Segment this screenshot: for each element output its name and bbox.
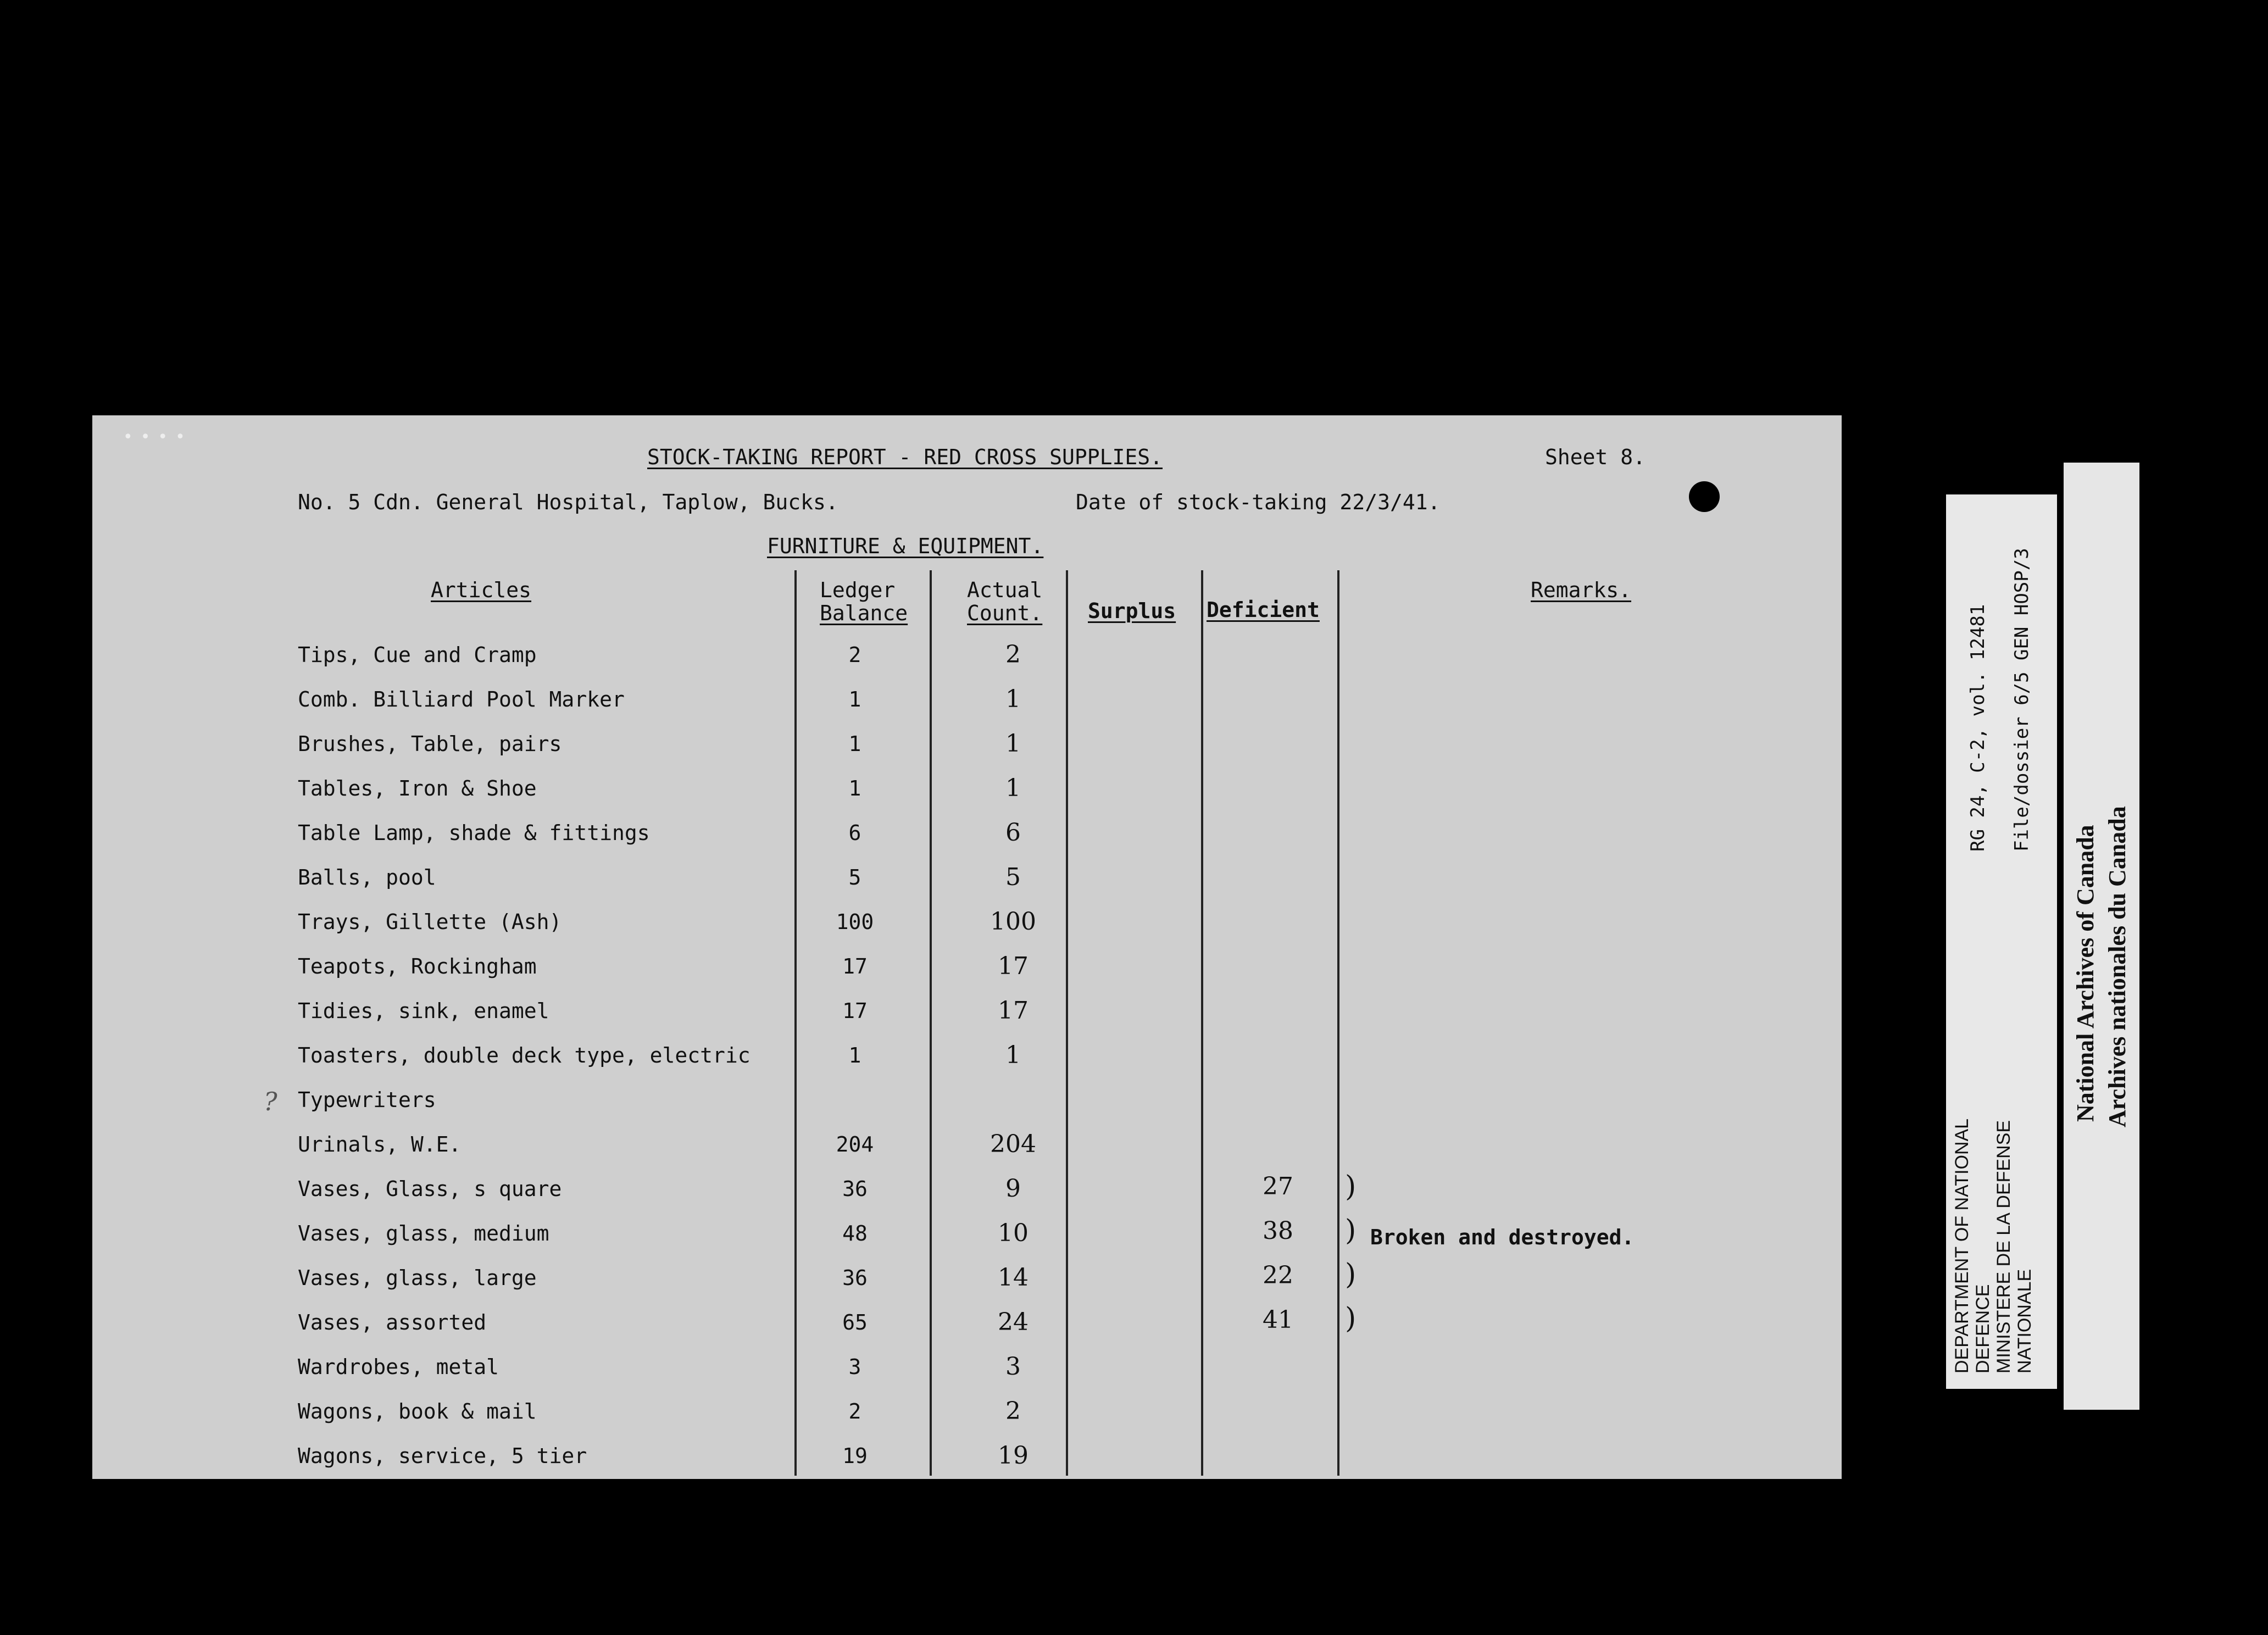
row-ledger-balance: 2 (848, 1399, 861, 1423)
bracket-mark: ) (1345, 1170, 1357, 1203)
row-ledger-balance: 6 (848, 821, 861, 845)
column-divider (1066, 570, 1068, 1476)
column-divider (794, 570, 797, 1476)
bracket-mark: ) (1345, 1302, 1357, 1335)
report-title: STOCK-TAKING REPORT - RED CROSS SUPPLIES. (647, 445, 1163, 469)
row-ledger-balance: 5 (848, 865, 861, 889)
row-actual-count: 6 (1005, 819, 1021, 847)
row-actual-count: 1 (1005, 1041, 1021, 1069)
row-ledger-balance: 1 (848, 687, 861, 711)
archives-name-fr: Archives nationales du Canada (2104, 806, 2131, 1127)
column-ledger-2: Balance (820, 601, 908, 625)
archives-name-en: National Archives of Canada (2072, 825, 2099, 1122)
archives-stamp-label (2064, 463, 2139, 1410)
row-actual-count: 9 (1005, 1175, 1021, 1203)
row-actual-count: 100 (990, 908, 1036, 936)
column-divider (1201, 570, 1203, 1476)
row-article: Brushes, Table, pairs (298, 732, 562, 756)
remark-broken: Broken and destroyed. (1370, 1225, 1635, 1249)
row-article: Wardrobes, metal (298, 1355, 499, 1379)
row-article: Tidies, sink, enamel (298, 999, 549, 1023)
row-ledger-balance: 36 (842, 1177, 868, 1201)
stock-taking-date: Date of stock-taking 22/3/41. (1076, 490, 1441, 514)
department-line4: NATIONALE (2014, 1269, 2035, 1373)
department-line1: DEPARTMENT OF NATIONAL (1952, 1118, 1972, 1373)
row-article: Wagons, book & mail (298, 1399, 537, 1423)
row-article: Vases, Glass, s quare (298, 1177, 562, 1201)
row-ledger-balance: 19 (842, 1444, 868, 1468)
row-actual-count: 204 (990, 1130, 1036, 1158)
file-reference-label (1946, 494, 2057, 1389)
punch-dots: •••• (123, 427, 193, 447)
column-actual-1: Actual (967, 578, 1043, 602)
row-article: Tips, Cue and Cramp (298, 643, 537, 667)
row-actual-count: 2 (1005, 641, 1021, 669)
column-surplus: Surplus (1088, 599, 1176, 623)
row-article: Wagons, service, 5 tier (298, 1444, 587, 1468)
row-article: Typewriters (298, 1088, 436, 1112)
row-ledger-balance: 100 (836, 910, 874, 934)
department-line2: DEFENCE (1972, 1284, 1993, 1373)
row-ledger-balance: 1 (848, 1043, 861, 1067)
row-article: Balls, pool (298, 865, 436, 889)
column-actual-2: Count. (967, 601, 1043, 625)
row-actual-count: 17 (998, 997, 1029, 1025)
column-ledger-1: Ledger (820, 578, 896, 602)
row-article: Vases, glass, large (298, 1266, 537, 1290)
row-ledger-balance: 3 (848, 1355, 861, 1379)
row-article: Comb. Billiard Pool Marker (298, 687, 625, 711)
row-actual-count: 2 (1005, 1397, 1021, 1425)
row-actual-count: 24 (998, 1308, 1029, 1336)
punch-hole (1689, 481, 1720, 512)
row-ledger-balance: 1 (848, 776, 861, 800)
sheet-number: Sheet 8. (1545, 445, 1646, 469)
row-ledger-balance: 17 (842, 999, 868, 1023)
column-articles: Articles (431, 578, 532, 602)
row-article: Teapots, Rockingham (298, 954, 537, 978)
column-divider (930, 570, 932, 1476)
row-ledger-balance: 204 (836, 1132, 874, 1156)
file-ref-line2: File/dossier 6/5 GEN HOSP/3 (2011, 548, 2033, 852)
row-article: Trays, Gillette (Ash) (298, 910, 562, 934)
row-actual-count: 3 (1005, 1353, 1021, 1381)
row-article: Table Lamp, shade & fittings (298, 821, 650, 845)
section-heading: FURNITURE & EQUIPMENT. (767, 534, 1044, 558)
row-actual-count: 5 (1005, 863, 1021, 891)
row-article: Urinals, W.E. (298, 1132, 462, 1156)
column-remarks: Remarks. (1531, 578, 1632, 602)
row-deficient: 38 (1263, 1217, 1293, 1245)
bracket-mark: ) (1345, 1258, 1357, 1291)
row-deficient: 27 (1263, 1172, 1293, 1200)
department-line3: MINISTERE DE LA DEFENSE (1993, 1120, 2014, 1373)
handwritten-question-mark: ? (264, 1087, 277, 1116)
row-article: Vases, glass, medium (298, 1221, 549, 1245)
bracket-mark: ) (1345, 1214, 1357, 1247)
row-ledger-balance: 1 (848, 732, 861, 756)
row-article: Vases, assorted (298, 1310, 487, 1334)
hospital-unit: No. 5 Cdn. General Hospital, Taplow, Bucks. (298, 490, 838, 514)
row-deficient: 22 (1263, 1261, 1293, 1289)
row-actual-count: 17 (998, 952, 1029, 980)
row-actual-count: 1 (1005, 774, 1021, 802)
row-actual-count: 10 (998, 1219, 1029, 1247)
column-deficient: Deficient (1207, 598, 1320, 622)
row-article: Toasters, double deck type, electric (298, 1043, 751, 1067)
row-ledger-balance: 36 (842, 1266, 868, 1290)
row-ledger-balance: 48 (842, 1221, 868, 1245)
row-ledger-balance: 17 (842, 954, 868, 978)
row-actual-count: 1 (1005, 685, 1021, 713)
column-divider (1337, 570, 1339, 1476)
row-deficient: 41 (1263, 1306, 1293, 1334)
row-actual-count: 19 (998, 1442, 1029, 1470)
row-ledger-balance: 65 (842, 1310, 868, 1334)
row-ledger-balance: 2 (848, 643, 861, 667)
file-ref-line1: RG 24, C-2, vol. 12481 (1967, 604, 1989, 852)
row-article: Tables, Iron & Shoe (298, 776, 537, 800)
row-actual-count: 14 (998, 1264, 1029, 1292)
row-actual-count: 1 (1005, 730, 1021, 758)
